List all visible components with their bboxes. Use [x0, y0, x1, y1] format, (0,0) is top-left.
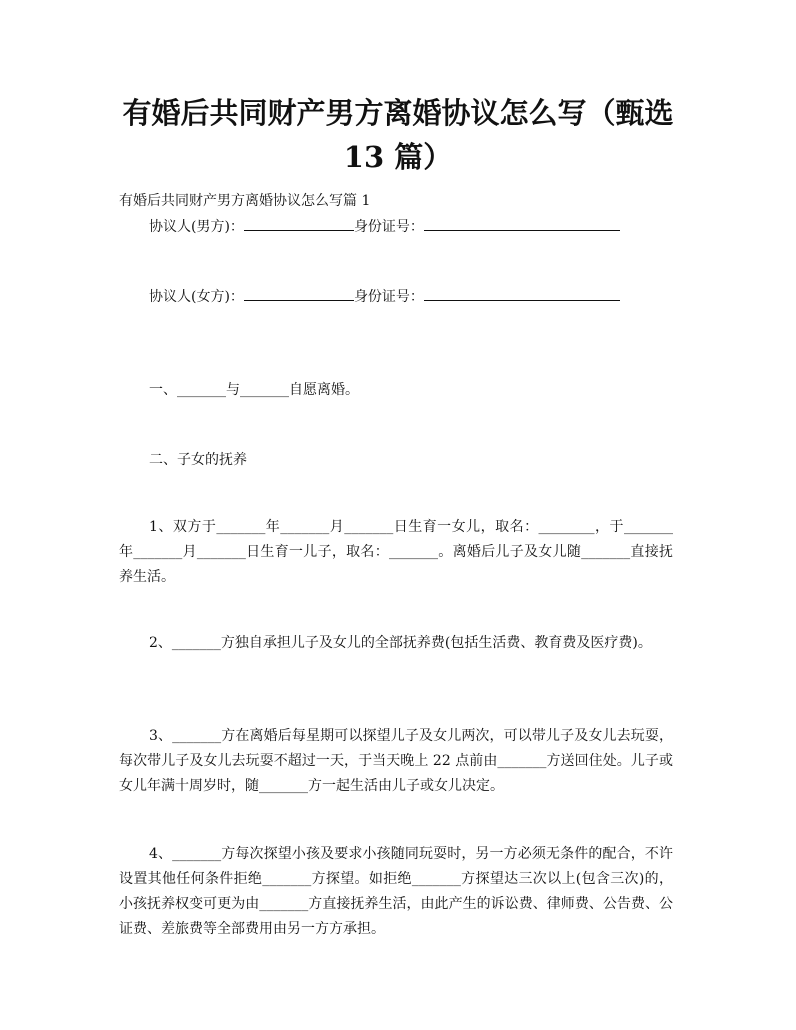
child-custody-paragraph-1: 1、双方于_______年_______月_______日生育一女儿，取名：________，于_______年_______月_______日生育一儿子，取名：_______。离婚后儿子及女儿随_______直接抚养生活。 [119, 519, 673, 585]
document-title-line-1: 有婚后共同财产男方离婚协议怎么写（甄选 [122, 96, 674, 130]
female-name-blank [244, 286, 354, 301]
document-title-line-2: 13 篇） [343, 140, 453, 174]
child-custody-paragraph-2: 2、_______方独自承担儿子及女儿的全部抚养费(包括生活费、教育费及医疗费)。 [149, 635, 652, 651]
male-id-blank [424, 216, 620, 231]
male-party-line [149, 216, 620, 237]
clause-1: 一、_______与_______自愿离婚。 [149, 382, 359, 398]
female-id-label: 身份证号： [353, 289, 424, 305]
female-party-label: 协议人(女方)： [149, 289, 244, 305]
female-id-blank [424, 286, 620, 301]
male-party-label: 协议人(男方)： [149, 219, 244, 235]
female-party-line [149, 286, 620, 307]
male-id-label: 身份证号： [353, 219, 424, 235]
child-custody-paragraph-3: 3、_______方在离婚后每星期可以探望儿子及女儿两次，可以带儿子及女儿去玩耍，每次带儿子及女儿去玩耍不超过一天，于当天晚上 22 点前由_______方送回住处。儿子或女儿年满十周岁时，随_______方一起生活由儿子或女儿决定。 [119, 728, 673, 794]
child-custody-paragraph-4: 4、_______方每次探望小孩及要求小孩随同玩耍时，另一方必须无条件的配合，不许设置其他任何条件拒绝_______方探望。如拒绝_______方探望达三次以上(包含三次)的，小孩抚养权变可更为由_______方直接抚养生活，由此产生的诉讼费、律师费、公告费、公证费、差旅费等全部费用由另一方方承担。 [119, 846, 673, 937]
section-subtitle: 有婚后共同财产男方离婚协议怎么写篇 1 [119, 193, 371, 209]
male-name-blank [244, 216, 354, 231]
clause-2-heading: 二、子女的抚养 [149, 452, 247, 468]
